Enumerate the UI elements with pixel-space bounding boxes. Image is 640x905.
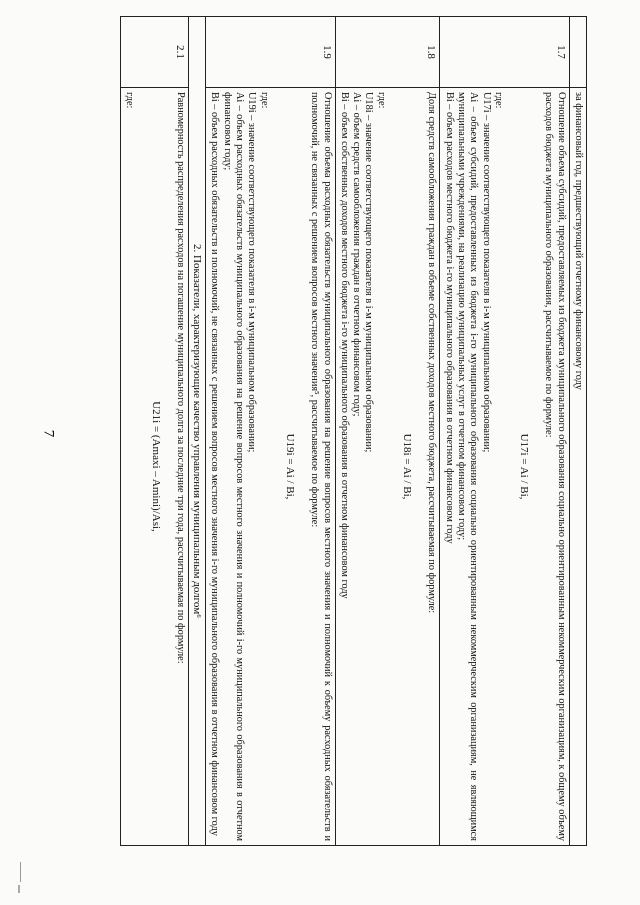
row-number-1-7: 1.7	[440, 17, 569, 88]
row-title-1-9: Отношение объема расходных обязательств муниципального образования на решение вопросов местного значения и полномочий к объему расходных обязательств и полномочий, не связанных с решением вопросов местного значения⁵, рассчитываемое по формуле:	[309, 92, 333, 841]
section-row	[188, 17, 205, 846]
where-label: где:	[375, 92, 387, 109]
indicators-table	[120, 16, 587, 846]
table-row-1-8	[335, 17, 440, 846]
row-title-2-1: Равномерность распределения расходов на погашение муниципального долга за последние три года, рассчитываемая по формуле:	[174, 92, 186, 664]
row-number-2-1: 2.1	[120, 17, 188, 88]
definition: U19i – значение соответствующего показателя в i-м муниципальном образовании;	[246, 92, 258, 453]
formula-2-1: U21i = (Amaxi – Amini)/Asi,	[149, 401, 162, 532]
row-number-cell	[569, 17, 586, 88]
scan-mark	[18, 885, 20, 893]
row-content-2-1	[120, 88, 188, 846]
definition: U17i – значение соответствующего показателя в i-м муниципальном образовании;	[480, 92, 492, 453]
scan-mark	[20, 862, 21, 882]
definition: Ai – объем средств самообложения граждан в отчетном финансовом году;	[351, 92, 363, 417]
row-number-1-8: 1.8	[335, 17, 440, 88]
definition: Bi – объем собственных доходов местного бюджета i-го муниципального образования в отчетном финансовом году	[338, 92, 350, 599]
formula-1-9: U19i = Ai / Bi,	[283, 433, 296, 500]
definition: Bi – объем расходов местного бюджета i-го муниципального образования в отчетном финансовом году	[443, 92, 455, 544]
formula-1-7: U17i = Ai / Bi,	[518, 433, 531, 500]
page-number: 7	[40, 429, 57, 438]
where-label: где:	[492, 92, 504, 109]
formula-1-8: U18i = Ai / Bi,	[401, 433, 414, 500]
section-2-title: 2. Показатели, характеризующие качество управления муниципальным долгом⁶	[188, 17, 205, 846]
top-row-text: за финансовый год, предшествующий отчетному финансовому году	[569, 88, 586, 846]
row-content-1-8	[335, 88, 440, 846]
row-number-1-9: 1.9	[206, 17, 335, 88]
row-title-1-8: Доля средств самообложения граждан в объеме собственных доходов местного бюджета, рассчитываемая по формуле:	[426, 92, 438, 614]
where-label: где:	[124, 92, 136, 109]
table-row-1-9	[206, 17, 335, 846]
rotated-table-wrapper	[87, 16, 587, 846]
definition: Ai – объем расходных обязательств муниципального образования на решение вопросов местного значения и полномочий i-го муниципального образования в отчетном финансовом году;	[221, 92, 246, 841]
row-content-1-9	[206, 88, 335, 846]
table-row-2-1	[120, 17, 188, 846]
definition: U18i – значение соответствующего показателя в i-м муниципальном образовании;	[363, 92, 375, 453]
definition: Bi – объем расходных обязательств и полномочий, не связанных с решением вопросов местного значения i-го муниципального образования в отчетном финансовом году	[209, 92, 221, 836]
row-content-1-7	[440, 88, 569, 846]
table-row	[569, 17, 586, 846]
row-title-1-7: Отношение объема субсидий, предоставляемых из бюджета муниципального образования социально ориентированным некоммерческим организациям, к общему объему расходов бюджета муниципального образования, рассчитываемое по формуле:	[543, 92, 567, 841]
table-row-1-7	[440, 17, 569, 846]
where-label: где:	[258, 92, 270, 109]
definition: Ai – объем субсидий, предоставленных из бюджета i-го муниципального образования социально ориентированным некоммерческим организациям, не являющимся муниципальными учреждениями, на реализацию муниципальных услуг в отчетном финансовом году;	[455, 92, 480, 841]
